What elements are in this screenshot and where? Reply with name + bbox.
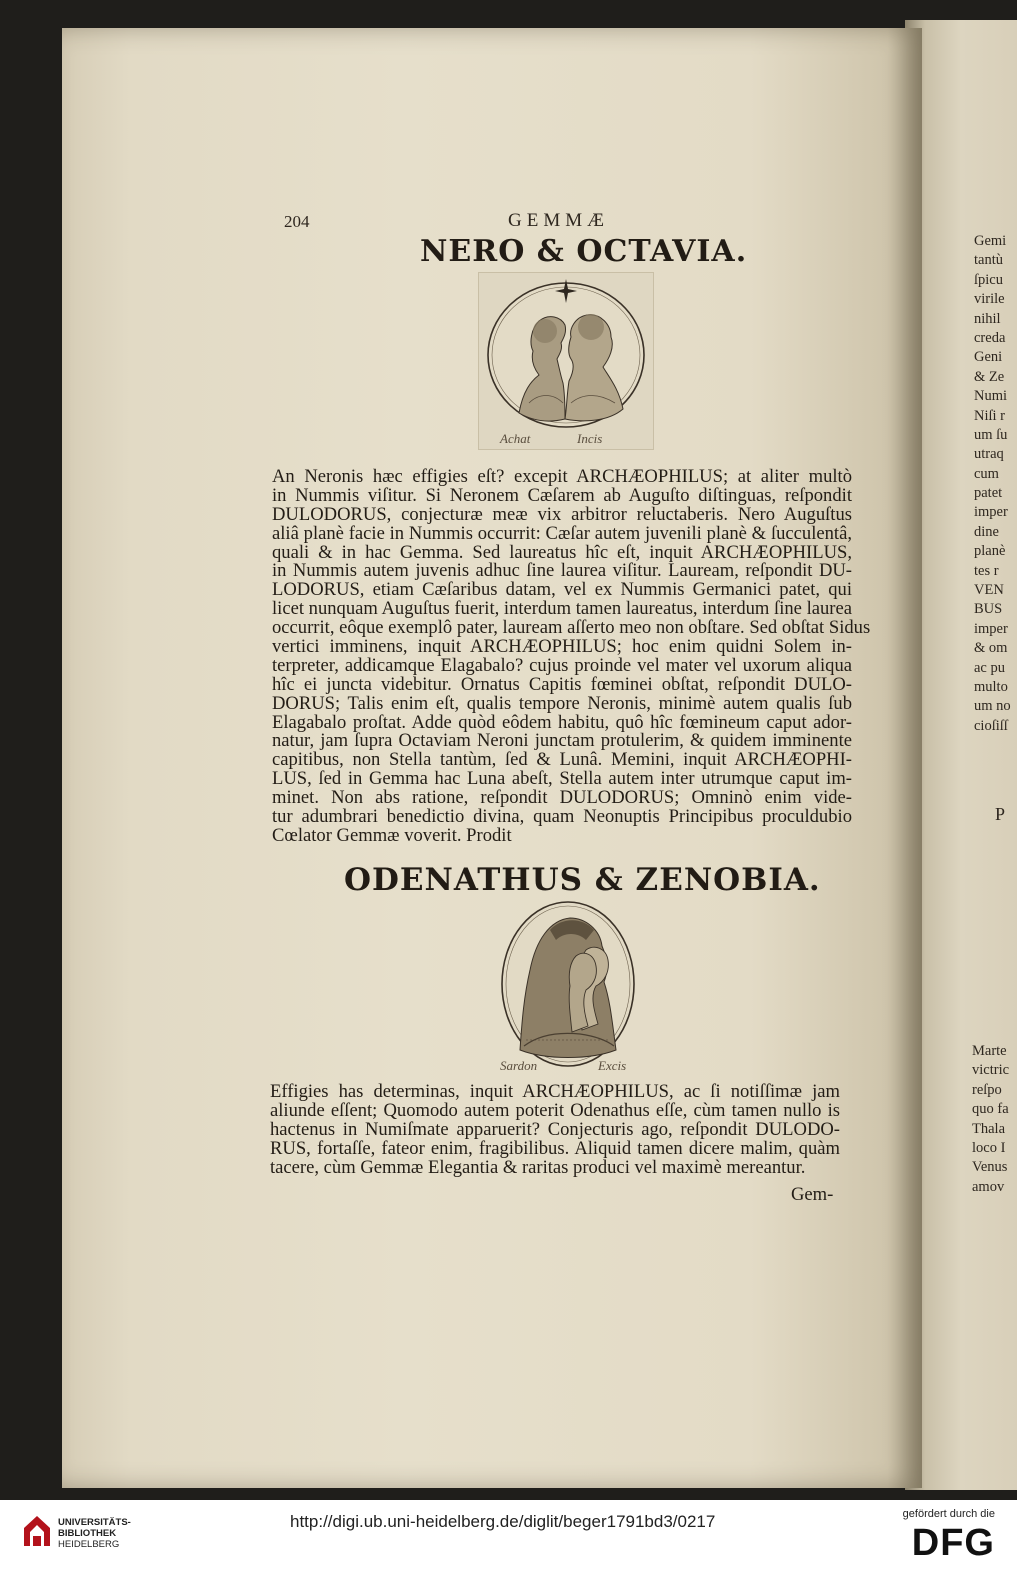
text-line: um no: [974, 698, 1011, 715]
gem-engraving-nero-octavia: [478, 272, 654, 450]
university-logo-icon[interactable]: [22, 1514, 52, 1548]
plate2-caption-right: Excis: [598, 1058, 627, 1073]
text-line: Elagabalo proſtat. Adde quòd eôdem habitu, quô hîc fœmineum caput ador-: [272, 711, 852, 733]
text-line: LODORUS, etiam Cæſaribus datam, vel ex Nummis Germanici patet, qui: [272, 579, 852, 601]
adjacent-page-text-top: [974, 232, 1017, 736]
paragraph-odenathus-zenobia: [270, 1083, 840, 1177]
text-line: utraq: [974, 446, 1004, 463]
text-line: tur adumbrari benedictio divina, quam Neonuptis Principibus proculdubio: [272, 806, 852, 828]
gem-engraving-odenathus-zenobia: [490, 900, 650, 1078]
text-line: victric: [972, 1062, 1010, 1079]
text-line: capitibus, non Stella tantùm, ſed & Lunâ. Memini, inquit ARCHÆOPHI-: [272, 749, 852, 771]
text-line: loco I: [972, 1139, 1006, 1156]
text-line: Marte: [972, 1043, 1007, 1059]
text-line: dine: [974, 523, 999, 540]
institution-line-2: BIBLIOTHEK: [58, 1528, 117, 1539]
dfg-logo[interactable]: DFG: [911, 1522, 995, 1564]
text-line: quo fa: [972, 1101, 1009, 1118]
plate1-caption-left: Achat: [500, 431, 531, 446]
text-line: Gemi: [974, 233, 1007, 249]
text-line: Niſi r: [974, 407, 1006, 424]
text-line: Geni: [974, 349, 1003, 366]
text-line: & om: [974, 640, 1008, 657]
text-line: BUS: [974, 601, 1003, 618]
adjacent-page-heading: P: [995, 804, 1006, 824]
text-line: quali & in hac Gemma. Sed laureatus hîc eſt, inquit ARCHÆOPHILUS,: [272, 541, 852, 563]
viewer-footer: [0, 1500, 1017, 1581]
text-line: imper: [974, 620, 1008, 637]
page-number: 204: [284, 212, 310, 231]
permalink-url[interactable]: http://digi.ub.uni-heidelberg.de/diglit/beger1791bd3/0217: [290, 1512, 716, 1531]
text-line: VEN: [974, 582, 1004, 599]
text-line: in Nummis viſitur. Si Neronem Cæſarem ab Auguſto diſtinguas, reſpondit: [272, 484, 852, 506]
text-line: tantù: [974, 252, 1003, 269]
text-line: RUS, fortaſſe, fateor enim, fragibilibus. Aliquid tamen dicere malim, quàm: [270, 1137, 840, 1159]
funding-note: gefördert durch die: [902, 1508, 995, 1520]
text-line: vertici imminens, inquit ARCHÆOPHILUS; hoc enim quidni Solem in-: [272, 636, 852, 658]
institution-line-1: UNIVERSITÄTS-: [58, 1517, 131, 1528]
text-line: hactenus in Numiſmate apparuerit? Conjecturis ago, reſpondit DULODO-: [270, 1118, 840, 1140]
text-line: cum: [974, 465, 999, 482]
text-line: virile: [974, 291, 1005, 308]
text-line: Numi: [974, 388, 1008, 405]
text-line: cioſiſſ: [974, 717, 1008, 734]
text-line: nihil: [974, 310, 1001, 327]
text-line: creda: [974, 329, 1006, 346]
text-line: um ſu: [974, 426, 1008, 443]
text-line: amov: [972, 1178, 1005, 1195]
text-line: tacere, cùm Gemmæ Elegantia & raritas produci vel maximè mereantur.: [270, 1156, 806, 1178]
text-line: natur, jam ſupra Octaviam Neroni junctam protulerim, & quidem imminente: [272, 730, 852, 752]
running-head: GEMMÆ: [508, 210, 610, 231]
text-line: in Nummis autem juvenis adhuc ſine laurea viſitur. Lauream, reſpondit DU-: [272, 560, 852, 582]
text-line: Effigies has determinas, inquit ARCHÆOPHILUS, ac ſi notiſſimæ jam: [270, 1081, 840, 1102]
text-line: multo: [974, 678, 1008, 695]
university-logo-text[interactable]: [58, 1517, 131, 1550]
text-line: tes r: [974, 562, 999, 579]
text-line: DULODORUS, conjecturæ meæ vix arbitror reluctaberis. Nero Auguſtus: [272, 503, 852, 525]
text-line: minet. Non abs ratione, reſpondit DULODORUS; Omninò enim vide-: [272, 787, 852, 809]
text-line: imper: [974, 504, 1008, 521]
text-line: terpreter, addicamque Elagabalo? cujus proinde vel mater vel uxorum aliqua: [272, 654, 852, 676]
text-line: occurrit, eôque exemplô pater, lauream aſſerto meo non obſtare. Sed obſtat Sidus: [272, 617, 871, 639]
text-line: DORUS; Talis enim eſt, qualis tempore Neronis, minimè autem qualis ſub: [272, 692, 852, 714]
text-line: aliunde eſſent; Quomodo autem poterit Odenathus eſſe, cùm tamen nullo is: [270, 1099, 840, 1121]
adjacent-page-text-bottom: [972, 1042, 1017, 1197]
text-line: Cœlator Gemmæ voverit. Prodit: [272, 824, 512, 846]
section-title-nero-octavia: NERO & OCTAVIA.: [420, 234, 748, 269]
text-line: licet nunquam Auguſtus fuerit, interdum tamen laureatus, interdum ſine laurea: [272, 598, 852, 620]
paragraph-nero-octavia: [272, 466, 871, 846]
text-line: reſpo: [972, 1081, 1002, 1098]
text-line: & Ze: [974, 368, 1005, 385]
text-line: hîc ei juncta videbitur. Ornatus Capitis fœminei obſtat, reſpondit DULO-: [272, 673, 852, 695]
institution-line-3: HEIDELBERG: [58, 1539, 120, 1550]
text-line: An Neronis hæc effigies eſt? excepit ARCHÆOPHILUS; at aliter multò: [272, 466, 852, 487]
text-line: Thala: [972, 1120, 1006, 1137]
catchword: Gem-: [791, 1184, 834, 1205]
plate1-caption-right: Incis: [577, 431, 603, 446]
text-line: ſpicu: [974, 271, 1003, 288]
text-line: aliâ planè facie in Nummis occurrit: Cæſar autem juvenili planè & ſucculentâ,: [272, 522, 852, 544]
section-title-odenathus-zenobia: ODENATHUS & ZENOBIA.: [344, 862, 821, 898]
plate2-caption-left: Sardon: [500, 1058, 538, 1073]
text-line: LUS, ſed in Gemma hac Luna abeſt, Stella autem inter utrumque caput im-: [272, 768, 852, 790]
text-line: Venus: [972, 1159, 1008, 1176]
text-line: planè: [974, 543, 1006, 560]
text-line: ac pu: [974, 659, 1005, 676]
text-line: patet: [974, 485, 1003, 502]
